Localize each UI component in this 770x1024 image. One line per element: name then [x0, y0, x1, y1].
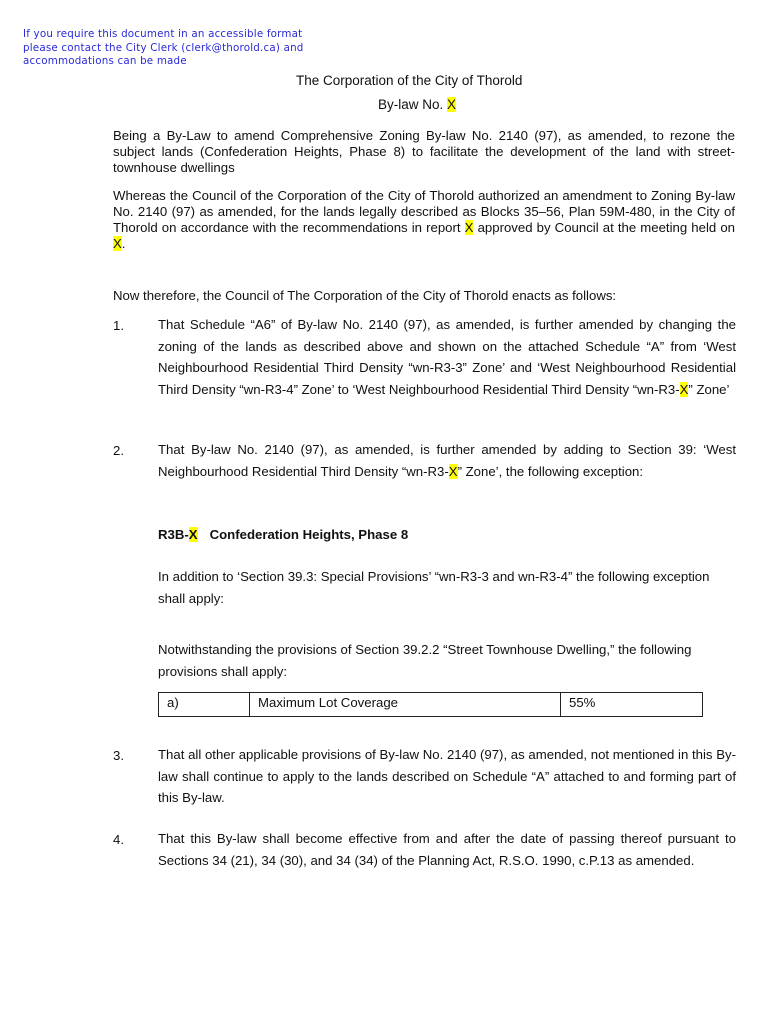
item-1-number: 1.: [113, 318, 124, 333]
exception-title: Confederation Heights, Phase 8: [209, 527, 409, 542]
item-2-number: 2.: [113, 443, 124, 458]
whereas-paragraph: [113, 188, 735, 252]
special-provisions-text: In addition to ‘Section 39.3: Special Provisions’ “wn-R3-3 and wn-R3-4” the following exception shall apply:: [158, 569, 710, 606]
document-title: The Corporation of the City of Thorold: [296, 73, 523, 88]
exception-code-prefix: R3B-: [158, 527, 189, 542]
accessibility-notice: If you require this document in an accessible format please contact the City Clerk (clerk@thorold.ca) and accommodations can be made: [23, 28, 304, 67]
whereas-text: Whereas the Council of the Corporation of the City of Thorold authorized an amendment to Zoning By-law No. 2140 (97) as amended, for the lands legally described as Blocks 35–56, Plan 59M-480, in the City of Thorold on accordance with the recommendations in report: [113, 188, 735, 235]
bylaw-number-placeholder: X: [447, 97, 457, 112]
item-2-text: [158, 439, 736, 482]
table-cell-value: 55%: [561, 693, 703, 717]
table-cell-label: a): [159, 693, 250, 717]
bylaw-number: [378, 97, 456, 112]
item-3-text: That all other applicable provisions of By-law No. 2140 (97), as amended, not mentioned in this By-law shall continue to apply to the lands described on Schedule “A” attached to and forming part of this By-law.: [158, 747, 736, 805]
report-placeholder: X: [464, 220, 474, 235]
item-2-text-b: ” Zone’, the following exception:: [457, 463, 644, 479]
table-cell-provision: Maximum Lot Coverage: [250, 693, 561, 717]
item-3-number: 3.: [113, 748, 124, 763]
item-1-text: [158, 314, 736, 400]
whereas-text-2: approved by Council at the meeting held on: [477, 220, 735, 235]
item-1-placeholder: X: [679, 381, 689, 397]
enacting-clause: Now therefore, the Council of The Corporation of the City of Thorold enacts as follows:: [113, 288, 617, 303]
provisions-table: [158, 692, 703, 717]
item-4-number: 4.: [113, 832, 124, 847]
whereas-end: .: [121, 236, 126, 251]
item-1-text-b: ” Zone’: [688, 381, 730, 397]
item-4-text: That this By-law shall become effective from and after the date of passing thereof pursuant to Sections 34 (21), 34 (30), and 34 (34) of the Planning Act, R.S.O. 1990, c.P.13 as amended.: [158, 831, 736, 868]
item-2-text-a: That By-law No. 2140 (97), as amended, is further amended by adding to Section 39: ‘West Neighbourhood Residential Third Density “wn-R3-: [158, 442, 736, 479]
notwithstanding-text: Notwithstanding the provisions of Section 39.2.2 “Street Townhouse Dwelling,” the following provisions shall apply:: [158, 642, 692, 679]
bylaw-number-prefix: By-law No.: [378, 97, 448, 112]
item-1-text-a: That Schedule “A6” of By-law No. 2140 (97), as amended, is further amended by changing the zoning of the lands as described above and shown on the attached Schedule “A” from ‘West Neighbourhood Residential Third Density “wn-R3-3” Zone’ and ‘West Neighbourhood Residential Third Density “wn-R3-4” Zone’ to ‘West Neighbourhood Residential Third Density “wn-R3-: [158, 317, 736, 397]
table-row: [159, 693, 703, 717]
purpose-paragraph: Being a By-Law to amend Comprehensive Zoning By-law No. 2140 (97), as amended, to rezone the subject lands (Confederation Heights, Phase 8) to facilitate the development of the land with street-townhouse dwellings: [113, 128, 735, 175]
exception-heading: [158, 524, 736, 546]
exception-code-placeholder: X: [188, 527, 198, 542]
item-2-placeholder: X: [448, 463, 458, 479]
meeting-date-placeholder: X: [113, 236, 122, 251]
